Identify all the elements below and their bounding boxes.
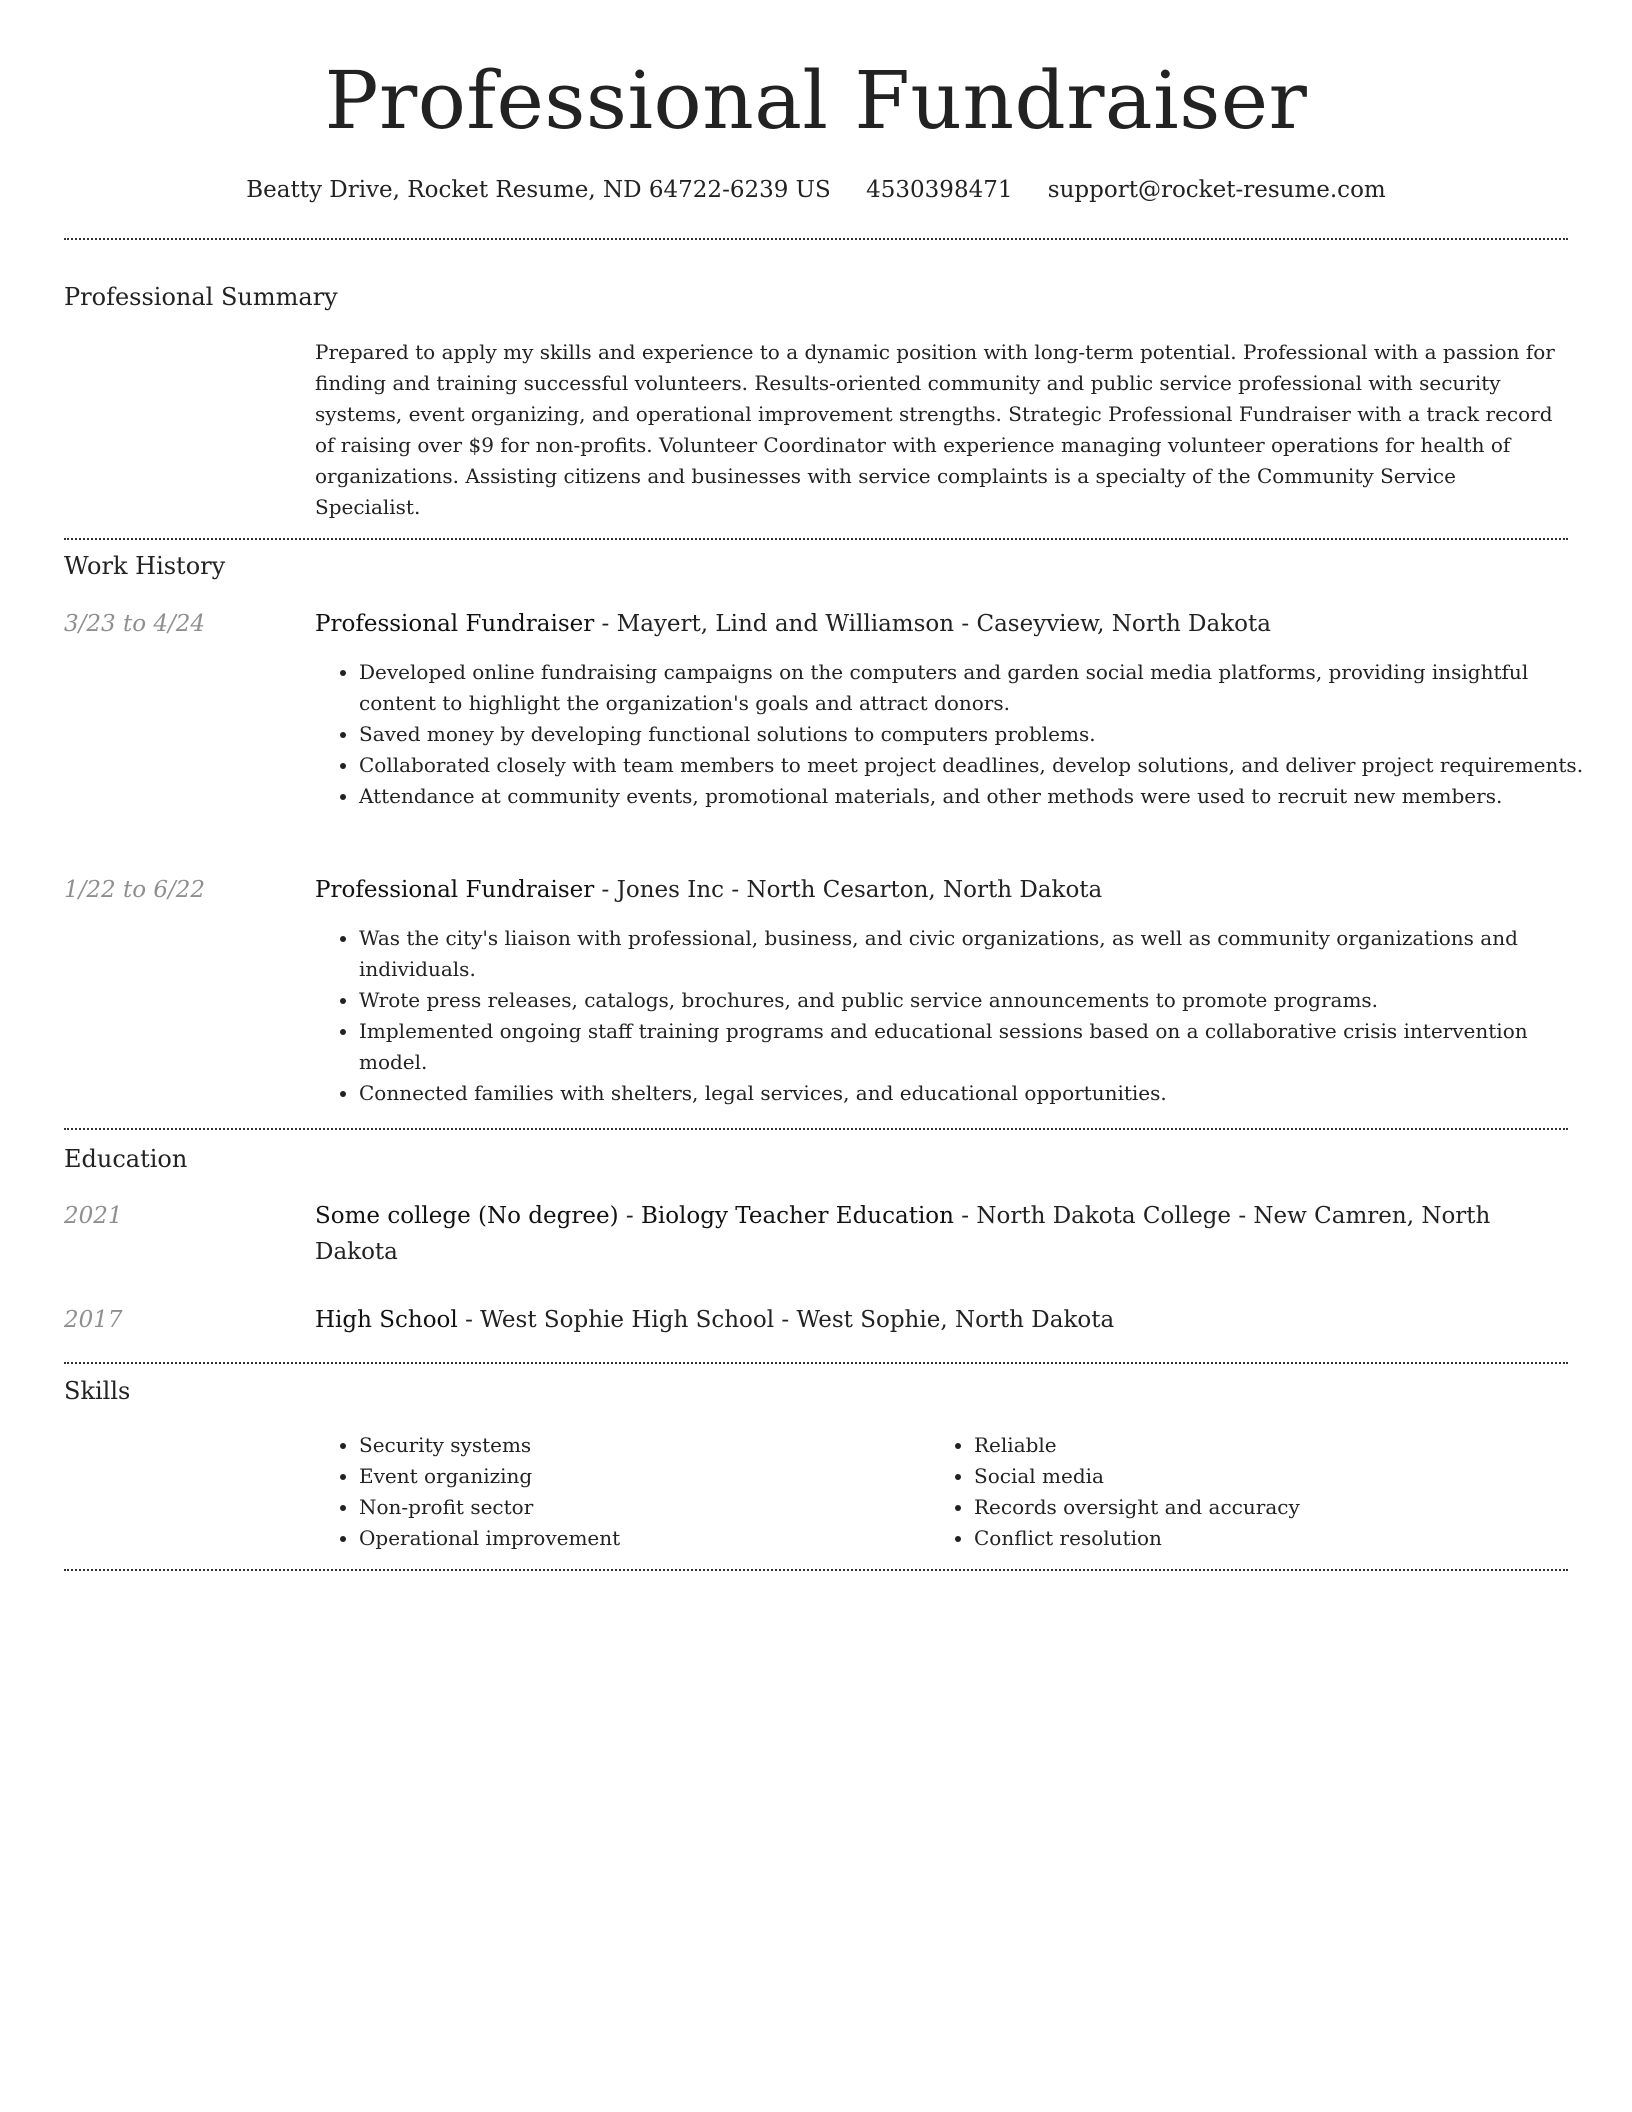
skill-item: • Records oversight and accuracy [974, 1492, 1534, 1523]
skill-item: • Security systems [359, 1430, 919, 1461]
education-year: 2021 [64, 1203, 123, 1229]
list-item: • Saved money by developing functional solutions to computers problems. [359, 719, 1599, 750]
divider [64, 1362, 1568, 1364]
list-item: • Implemented ongoing staff training programs and educational sessions based on a collaborative crisis intervention model. [359, 1016, 1599, 1078]
section-title-work-history: Work History [64, 552, 226, 580]
candidate-name: Professional Fundraiser [324, 54, 1308, 147]
education-degree: High School [315, 1307, 458, 1333]
summary-text: Prepared to apply my skills and experience to a dynamic position with long-term potential. Professional with a passion for finding and training successful volunteers. Results-oriented community and public service professional with security systems, event organizing, and operational improvement strengths. Strategic Professional Fundraiser with a track record of raising over $9 for non-profits. Volunteer Coordinator with experience managing volunteer operations for health of organizations. Assisting citizens and businesses with service complaints is a specialty of the Community Service Specialist. [315, 340, 1555, 519]
section-title-education: Education [64, 1145, 188, 1173]
job-title: Professional Fundraiser - Mayert, Lind and Williamson - Caseyview, North Dakota [315, 611, 1271, 637]
divider [64, 238, 1568, 240]
divider [64, 1569, 1568, 1571]
job-title: Professional Fundraiser - Jones Inc - North Cesarton, North Dakota [315, 877, 1103, 903]
list-item: • Attendance at community events, promotional materials, and other methods were used to recruit new members. [359, 781, 1599, 812]
list-item: • Connected families with shelters, legal services, and educational opportunities. [359, 1078, 1599, 1109]
job-employer: Jones Inc [616, 877, 725, 903]
skills-list-right [930, 1430, 1534, 1554]
section-title-summary: Professional Summary [64, 283, 338, 311]
education-school: North Dakota College [976, 1203, 1232, 1229]
job-location: North Cesarton, North Dakota [746, 877, 1103, 903]
job-employer: Mayert, Lind and Williamson [616, 611, 955, 637]
education-location: New Camren, North Dakota [315, 1203, 1491, 1265]
contact-address: Beatty Drive, Rocket Resume, ND 64722-6239 US [246, 177, 831, 203]
skill-item: • Social media [974, 1461, 1534, 1492]
skill-item: • Non-profit sector [359, 1492, 919, 1523]
list-item: • Developed online fundraising campaigns on the computers and garden social media platforms, providing insightful content to highlight the organization's goals and attract donors. [359, 657, 1599, 719]
skill-item: • Event organizing [359, 1461, 919, 1492]
job-dates: 1/22 to 6/22 [64, 877, 206, 903]
job-role: Professional Fundraiser [315, 611, 595, 637]
list-item: • Collaborated closely with team members to meet project deadlines, develop solutions, and deliver project requirements. [359, 750, 1599, 781]
skills-list-left [315, 1430, 919, 1554]
education-title: Some college (No degree) - Biology Teacher Education - North Dakota College - New Camren, North Dakota [315, 1203, 1491, 1265]
skill-item: • Reliable [974, 1430, 1534, 1461]
skill-item: • Conflict resolution [974, 1523, 1534, 1554]
education-school: West Sophie High School [480, 1307, 775, 1333]
job-bullets [315, 923, 1599, 1109]
contact-phone: 4530398471 [866, 177, 1013, 203]
education-title: High School - West Sophie High School - West Sophie, North Dakota [315, 1307, 1115, 1333]
divider [64, 1128, 1568, 1130]
divider [64, 538, 1568, 540]
job-bullets [315, 657, 1599, 812]
list-item: • Wrote press releases, catalogs, brochures, and public service announcements to promote programs. [359, 985, 1599, 1016]
section-title-skills: Skills [64, 1377, 131, 1405]
list-item: • Was the city's liaison with professional, business, and civic organizations, as well as community organizations and individuals. [359, 923, 1599, 985]
job-dates: 3/23 to 4/24 [64, 611, 206, 637]
education-year: 2017 [64, 1307, 123, 1333]
job-location: Caseyview, North Dakota [976, 611, 1271, 637]
job-role: Professional Fundraiser [315, 877, 595, 903]
skill-item: • Operational improvement [359, 1523, 919, 1554]
contact-email: support@rocket-resume.com [1047, 177, 1386, 203]
education-location: West Sophie, North Dakota [796, 1307, 1115, 1333]
education-degree: Some college (No degree) [315, 1203, 619, 1229]
contact-line [64, 170, 1568, 210]
education-field: Biology Teacher Education [640, 1203, 954, 1229]
